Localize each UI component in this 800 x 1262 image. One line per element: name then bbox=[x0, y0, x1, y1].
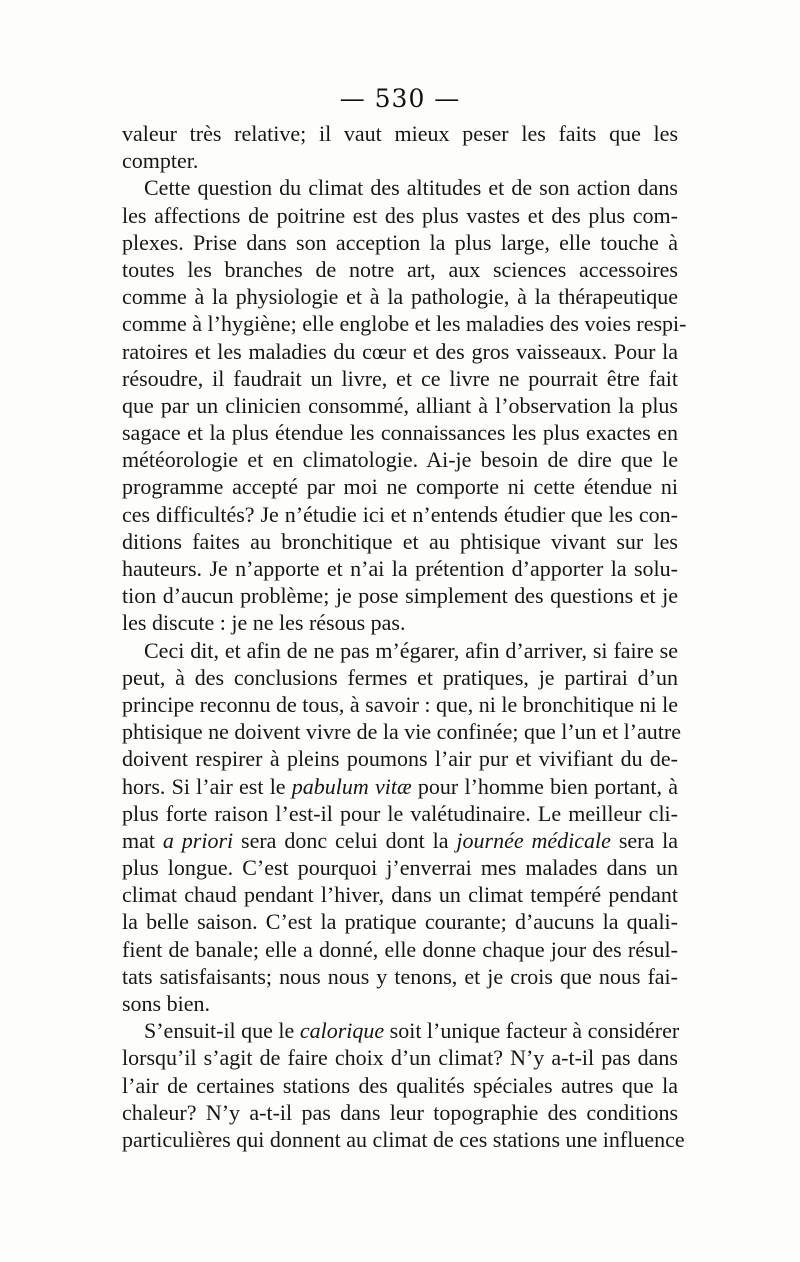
text-line: plus longue. C’est pourquoi j’enverrai mes malades dans un bbox=[122, 855, 678, 881]
text-line: tats satisfaisants; nous nous y tenons, et je crois que nous fai- bbox=[122, 963, 678, 989]
text-line: plus forte raison l’est-il pour le valétudinaire. Le meilleur cli- bbox=[122, 800, 678, 826]
text-line: doivent respirer à pleins poumons l’air pur et vivifiant du de- bbox=[122, 746, 678, 772]
text-line: programme accepté par moi ne comporte ni cette étendue ni bbox=[122, 474, 678, 500]
text-line: principe reconnu de tous, à savoir : que, ni le bronchitique ni le bbox=[122, 691, 678, 717]
text-line: les discute : je ne les résous pas. bbox=[122, 610, 406, 636]
text-line: climat chaud pendant l’hiver, dans un climat tempéré pendant bbox=[122, 882, 678, 908]
text-line: les affections de poitrine est des plus vastes et des plus com- bbox=[122, 202, 678, 228]
text-line: résoudre, il faudrait un livre, et ce livre ne pourrait être fait bbox=[122, 365, 678, 391]
text-line: toutes les branches de notre art, aux sciences accessoires bbox=[122, 256, 678, 282]
text-line: hauteurs. Je n’apporte et n’ai la prétention d’apporter la solu- bbox=[122, 556, 678, 581]
paragraph bbox=[122, 174, 687, 636]
text-line: comme à la physiologie et à la pathologie, à la thérapeutique bbox=[122, 284, 678, 310]
text-line: ces difficultés? Je n’étudie ici et n’entends étudier que les con- bbox=[122, 501, 678, 527]
text-line: valeur très relative; il vaut mieux peser les faits que les bbox=[122, 121, 678, 146]
text-line: chaleur? N’y a-t-il pas dans leur topographie des conditions bbox=[122, 1099, 678, 1125]
text-line: tion d’aucun problème; je pose simplement des questions et je bbox=[122, 583, 678, 609]
text-line: particulières qui donnent au climat de ces stations une influence bbox=[122, 1126, 685, 1152]
text-line: fient de banale; elle a donné, elle donne chaque jour des résul- bbox=[122, 936, 678, 962]
text-line: mat a priori sera donc celui dont la journée médicale sera la bbox=[122, 827, 678, 853]
paragraph bbox=[122, 120, 678, 174]
text-line: comme à l’hygiène; elle englobe et les maladies des voies respi- bbox=[122, 311, 687, 337]
text-line: hors. Si l’air est le pabulum vitæ pour l’homme bien portant, à bbox=[122, 773, 678, 799]
text-line: l’air de certaines stations des qualités spéciales autres que la bbox=[122, 1072, 678, 1098]
page-number: — 530 — bbox=[339, 84, 461, 113]
text-line: lorsqu’il s’agit de faire choix d’un climat? N’y a-t-il pas dans bbox=[122, 1045, 678, 1071]
text-line: sons bien. bbox=[122, 991, 210, 1016]
text-line: que par un clinicien consommé, alliant à l’observation la plus bbox=[122, 392, 678, 418]
text-line: S’ensuit-il que le calorique soit l’unique facteur à considérer bbox=[144, 1018, 680, 1044]
body-text bbox=[122, 120, 687, 1153]
text-line: peut, à des conclusions fermes et pratiques, je partirai d’un bbox=[122, 664, 678, 690]
paragraph bbox=[122, 1017, 685, 1153]
paragraph bbox=[122, 637, 681, 1018]
text-line: phtisique ne doivent vivre de la vie confinée; que l’un et l’autre bbox=[122, 719, 681, 745]
text-line: météorologie et en climatologie. Ai-je besoin de dire que le bbox=[122, 447, 678, 473]
text-line: ratoires et les maladies du cœur et des gros vaisseaux. Pour la bbox=[122, 338, 678, 364]
text-line: ditions faites au bronchitique et au phtisique vivant sur les bbox=[122, 528, 678, 554]
text-line: compter. bbox=[122, 148, 199, 174]
text-line: Cette question du climat des altitudes et de son action dans bbox=[144, 175, 678, 201]
text-line: sagace et la plus étendue les connaissances les plus exactes en bbox=[122, 420, 678, 446]
text-line: plexes. Prise dans son acception la plus large, elle touche à bbox=[122, 229, 678, 255]
text-line: la belle saison. C’est la pratique courante; d’aucuns la quali- bbox=[122, 909, 678, 935]
text-line: Ceci dit, et afin de ne pas m’égarer, afin d’arriver, si faire se bbox=[144, 637, 678, 663]
